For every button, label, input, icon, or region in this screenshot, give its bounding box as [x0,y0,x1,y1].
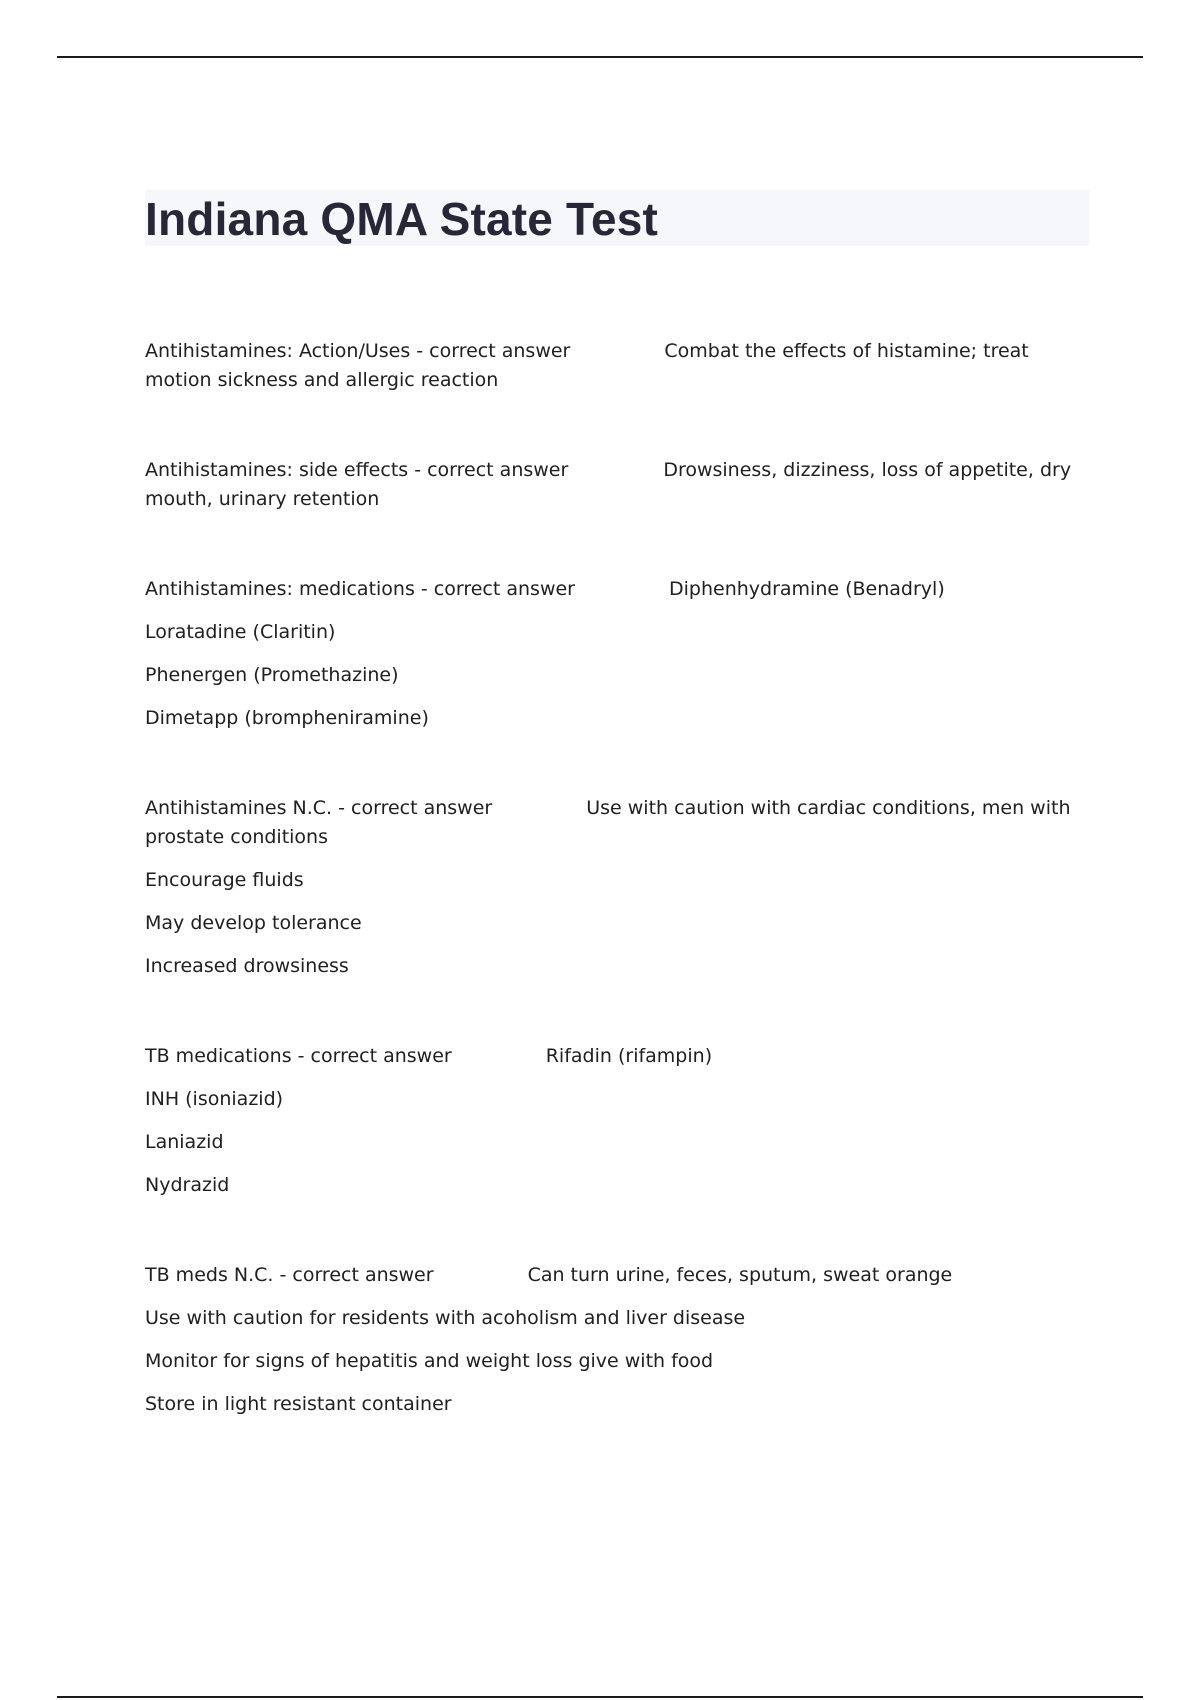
question-text: TB medications - correct answer [145,1045,452,1067]
answer-line: Loratadine (Claritin) [145,621,336,643]
flashcard-text [145,1042,1089,1071]
flashcard-text [145,337,1089,395]
flashcard-text [145,1261,1089,1290]
flashcard-text [145,456,1089,514]
flashcard-text [145,575,1089,604]
answer-line: INH (isoniazid) [145,1088,284,1110]
answer-text: Use with caution with cardiac conditions, men with prostate conditions [145,797,1071,848]
flashcard [145,337,1089,395]
question-text: Antihistamines: medications - correct answer [145,578,575,600]
answer-text: Can turn urine, feces, sputum, sweat orange [527,1264,953,1286]
header-rule [57,56,1143,58]
answer-line: Dimetapp (brompheniramine) [145,707,429,729]
flashcard [145,1261,1089,1419]
answer-line: Increased drowsiness [145,955,349,977]
answer-text: Diphenhydramine (Benadryl) [669,578,945,600]
flashcard [145,794,1089,981]
question-text: Antihistamines N.C. - correct answer [145,797,493,819]
question-text: TB meds N.C. - correct answer [145,1264,434,1286]
flashcard [145,1042,1089,1200]
answer-line: Use with caution for residents with acoholism and liver disease [145,1307,746,1329]
question-text: Antihistamines: side effects - correct answer [145,459,569,481]
answer-line: Monitor for signs of hepatitis and weight loss give with food [145,1350,714,1372]
page-title: Indiana QMA State Test [145,193,659,245]
footer-rule [57,1696,1143,1698]
answer-line: May develop tolerance [145,912,362,934]
answer-line: Encourage fluids [145,869,304,891]
flashcard-text [145,794,1089,852]
answer-line: Laniazid [145,1131,224,1153]
flashcard [145,456,1089,514]
flashcard-list [145,337,1089,1480]
question-text: Antihistamines: Action/Uses - correct answer [145,340,571,362]
answer-text: Rifadin (rifampin) [545,1045,713,1067]
answer-line: Store in light resistant container [145,1393,452,1415]
flashcard [145,575,1089,733]
answer-line: Phenergen (Promethazine) [145,664,399,686]
answer-text: Combat the effects of histamine; treat motion sickness and allergic reaction [145,340,1029,391]
answer-line: Nydrazid [145,1174,230,1196]
answer-text: Drowsiness, dizziness, loss of appetite, dry mouth, urinary retention [145,459,1072,510]
